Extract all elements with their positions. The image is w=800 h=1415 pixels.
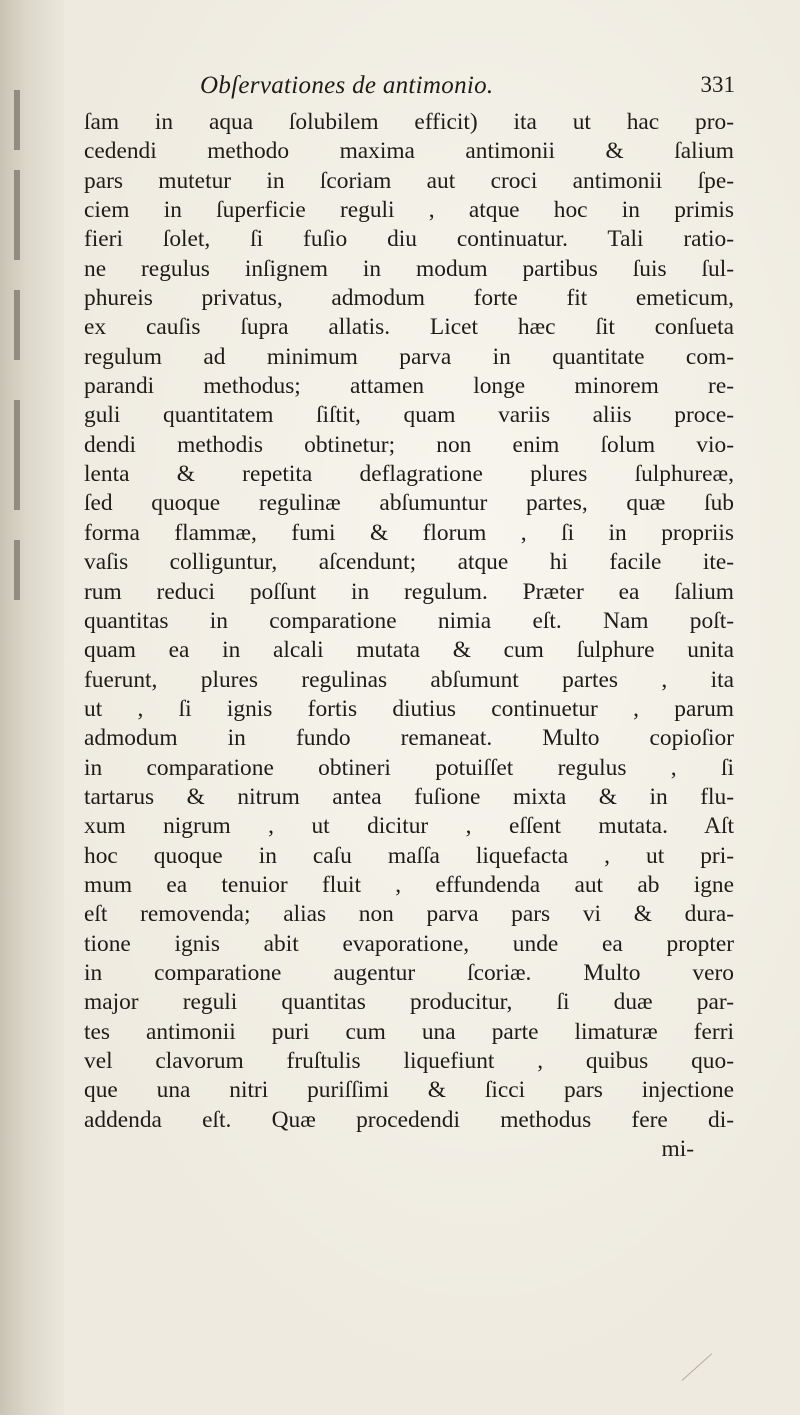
text-line: ex cauſis ſupra allatis. Licet hæc ſit conſueta [84,314,734,341]
catchword: mi- [661,1136,694,1163]
text-line: ſam in aqua ſolubilem efficit) ita ut hac pro- [84,109,734,135]
text-line: vaſis colliguntur, aſcendunt; atque hi facile ite- [84,549,734,576]
text-line: quam ea in alcali mutata & cum ſulphure unita [84,637,734,664]
text-line: guli quantitatem ſiſtit, quam variis aliis proce- [84,402,734,429]
gutter-shadow-mark [14,400,20,510]
text-line: fieri ſolet, ſi fuſio diu continuatur. Tali ratio- [84,226,734,253]
text-line: parandi methodus; attamen longe minorem re- [84,373,734,400]
text-line: xum nigrum , ut dicitur , eſſent mutata. Aſt [84,813,734,840]
gutter-shadow-mark [14,170,20,260]
stray-pen-mark [682,1353,712,1381]
text-line: vel clavorum fruſtulis liquefiunt , quibus quo- [84,1048,734,1074]
page-number: 331 [700,72,735,97]
text-line: quantitas in comparatione nimia eſt. Nam poſt- [84,607,734,634]
text-line: tione ignis abit evaporatione, unde ea propter [84,930,734,957]
text-line: in comparatione obtineri potuiſſet regulus , ſi [84,754,734,781]
text-line: regulum ad minimum parva in quantitate com- [84,343,734,370]
gutter-shadow-mark [14,90,20,150]
text-line: rum reduci poſſunt in regulum. Præter ea ſalium [84,578,734,605]
text-line: pars mutetur in ſcoriam aut croci antimonii ſpe- [84,167,734,194]
text-line: ut , ſi ignis fortis diutius continuetur , parum [84,695,734,722]
text-line: ſed quoque regulinæ abſumuntur partes, quæ ſub [84,490,734,517]
running-head [200,72,735,104]
text-line: ciem in ſuperficie reguli , atque hoc in primis [84,197,734,224]
text-line: in comparatione augentur ſcoriæ. Multo vero [84,959,734,986]
text-line: admodum in fundo remaneat. Multo copioſior [84,725,734,752]
text-line: tartarus & nitrum antea fuſione mixta & in flu- [84,783,734,810]
text-line: forma flammæ, fumi & florum , ſi in propriis [84,519,734,546]
text-line: ne regulus inſignem in modum partibus ſuis ſul- [84,255,734,282]
text-line: major reguli quantitas producitur, ſi duæ par- [84,989,734,1016]
text-line: eſt removenda; alias non parva pars vi & dura- [84,901,734,928]
gutter-shadow-mark [14,290,20,360]
text-line: phureis privatus, admodum forte fit emeticum, [84,285,734,312]
text-line: que una nitri puriſſimi & ſicci pars injectione [84,1077,734,1104]
text-line: cedendi methodo maxima antimonii & ſalium [84,138,734,165]
body-text [84,108,734,1164]
gutter-shadow-mark [14,540,20,600]
text-line: mum ea tenuior fluit , effundenda aut ab igne [84,871,734,898]
text-line: lenta & repetita deflagratione plures ſulphureæ, [84,461,734,488]
running-title: Obſervationes de antimonio. [200,72,494,99]
binding-gutter [0,0,64,1415]
text-line: addenda eſt. Quæ procedendi methodus fere di- [84,1106,734,1133]
text-line: dendi methodis obtinetur; non enim ſolum vio- [84,431,734,458]
text-line: tes antimonii puri cum una parte limaturæ ferri [84,1018,734,1045]
text-line: hoc quoque in caſu maſſa liquefacta , ut pri- [84,842,734,869]
text-line: fuerunt, plures regulinas abſumunt partes , ita [84,666,734,693]
